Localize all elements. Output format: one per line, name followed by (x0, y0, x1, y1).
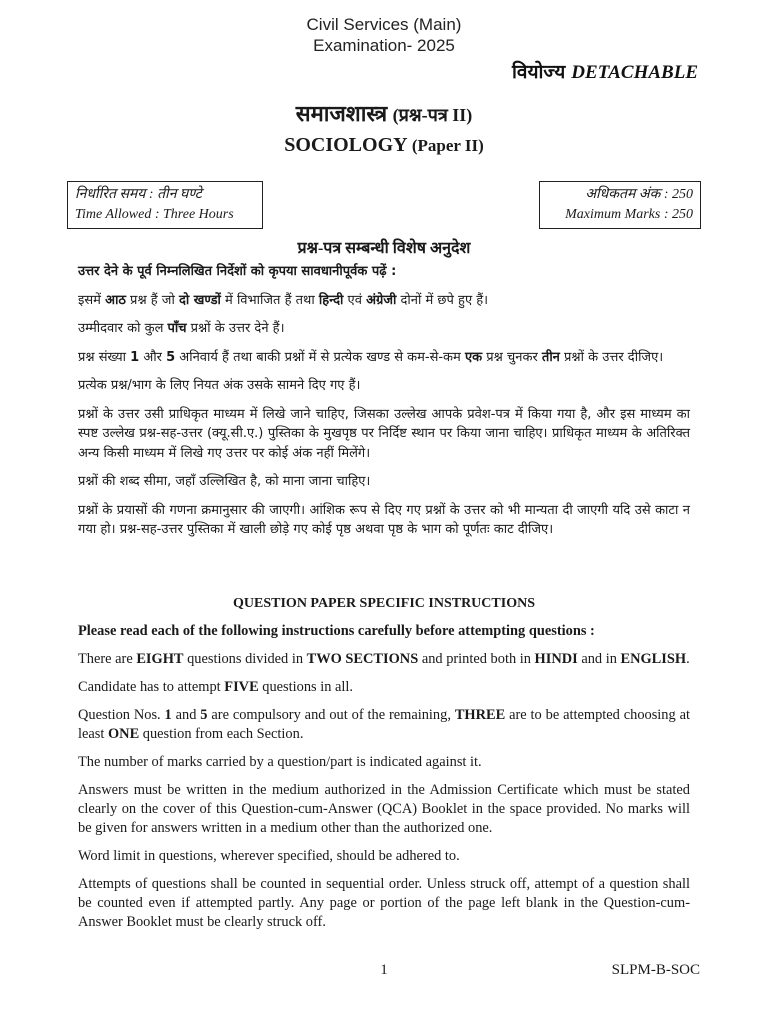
hindi-instruction-7: प्रश्नों के प्रयासों की गणना क्रमानुसार की जाएगी। आंशिक रूप से दिए गए प्रश्नों के उत्तर को भी मान्यता दी जाएगी यदि उसे काटा न गया हो। प्रश्न-सह-उत्तर पुस्तिका में खाली छोड़े गए कोई पृष्ठ अथवा पृष्ठ के भाग को पूर्णतः काट दीजिए। (78, 502, 690, 537)
title-hindi-main: समाजशास्त्र (295, 101, 388, 126)
english-instructions-heading: QUESTION PAPER SPECIFIC INSTRUCTIONS (233, 596, 535, 611)
hindi-instruction-2: उम्मीदवार को कुल पाँच प्रश्नों के उत्तर देने हैं। (78, 321, 285, 336)
english-instructions (78, 622, 690, 941)
title-hindi-sub: (प्रश्न-पत्र II) (392, 105, 473, 125)
exam-header (0, 14, 768, 56)
english-instruction-7: Attempts of questions shall be counted in sequential order. Unless struck off, attempt of a question shall be counted even if attempted partly. Any page or portion of the page left blank in the Question-cum-Answer Booklet must be clearly struck off. (78, 876, 690, 930)
title-english-main: SOCIOLOGY (284, 134, 407, 156)
english-instruction-1: There are EIGHT questions divided in TWO SECTIONS and printed both in HINDI and in ENGLISH. (78, 651, 690, 667)
time-allowed-box (67, 181, 263, 229)
title-english-sub: (Paper II) (411, 136, 484, 155)
hindi-instruction-3: प्रश्न संख्या 1 और 5 अनिवार्य हैं तथा बाकी प्रश्नों में से प्रत्येक खण्ड से कम-से-कम एक प्रश्न चुनकर तीन प्रश्नों के उत्तर दीजिए। (78, 349, 664, 365)
exam-year: Examination- 2025 (313, 36, 455, 55)
hindi-instruction-4: प्रत्येक प्रश्न/भाग के लिए नियत अंक उसके सामने दिए गए हैं। (78, 378, 361, 393)
hindi-instructions (78, 262, 690, 549)
hindi-instruction-6: प्रश्नों की शब्द सीमा, जहाँ उल्लिखित है, को माना जाना चाहिए। (78, 474, 371, 489)
english-instruction-lead: Please read each of the following instructions carefully before attempting questions : (78, 623, 595, 639)
time-allowed-english: Time Allowed : Three Hours (75, 207, 234, 222)
english-instruction-4: The number of marks carried by a question/part is indicated against it. (78, 754, 482, 770)
english-instruction-5: Answers must be written in the medium authorized in the Admission Certificate which must be stated clearly on the cover of this Question-cum-Answer (QCA) Booklet in the space provided. No marks will be given for answers written in a medium other than the authorized one. (78, 782, 690, 836)
exam-name: Civil Services (Main) (306, 15, 462, 34)
time-allowed-hindi: निर्धारित समय : तीन घण्टे (75, 187, 202, 202)
paper-title-hindi (0, 98, 768, 128)
maximum-marks-hindi: अधिकतम अंक : 250 (585, 187, 693, 202)
maximum-marks-box (539, 181, 701, 229)
detachable-label (512, 58, 698, 84)
page-number: 1 (380, 962, 388, 978)
maximum-marks-english: Maximum Marks : 250 (565, 207, 693, 222)
hindi-instruction-5: प्रश्नों के उत्तर उसी प्राधिकृत माध्यम में लिखे जाने चाहिए, जिसका उल्लेख आपके प्रवेश-पत्र में किया गया है, और इस माध्यम का स्पष्ट उल्लेख प्रश्न-सह-उत्तर (क्यू.सी.ए.) पुस्तिका के मुखपृष्ठ पर निर्दिष्ट स्थान पर किया जाना चाहिए। प्राधिकृत माध्यम के अतिरिक्त अन्य किसी माध्यम में लिखे गए उत्तर पर कोई अंक नहीं मिलेंगे। (78, 406, 690, 461)
english-instruction-2: Candidate has to attempt FIVE questions in all. (78, 679, 354, 695)
detachable-hindi: वियोज्य (511, 62, 566, 83)
paper-code: SLPM-B-SOC (611, 962, 700, 978)
paper-title-english (0, 134, 768, 157)
english-instruction-3: Question Nos. 1 and 5 are compulsory and out of the remaining, THREE are to be attempted choosing at least ONE question from each Section. (78, 707, 690, 742)
hindi-instruction-lead: उत्तर देने के पूर्व निम्नलिखित निर्देशों को कृपया सावधानीपूर्वक पढ़ें : (78, 264, 397, 279)
english-instruction-6: Word limit in questions, wherever specified, should be adhered to. (78, 848, 460, 864)
detachable-english: DETACHABLE (571, 62, 698, 83)
hindi-instruction-1: इसमें आठ प्रश्न हैं जो दो खण्डों में विभाजित हैं तथा हिन्दी एवं अंग्रेजी दोनों में छपे हुए हैं। (78, 292, 489, 308)
hindi-instructions-heading: प्रश्न-पत्र सम्बन्धी विशेष अनुदेश (297, 240, 471, 257)
